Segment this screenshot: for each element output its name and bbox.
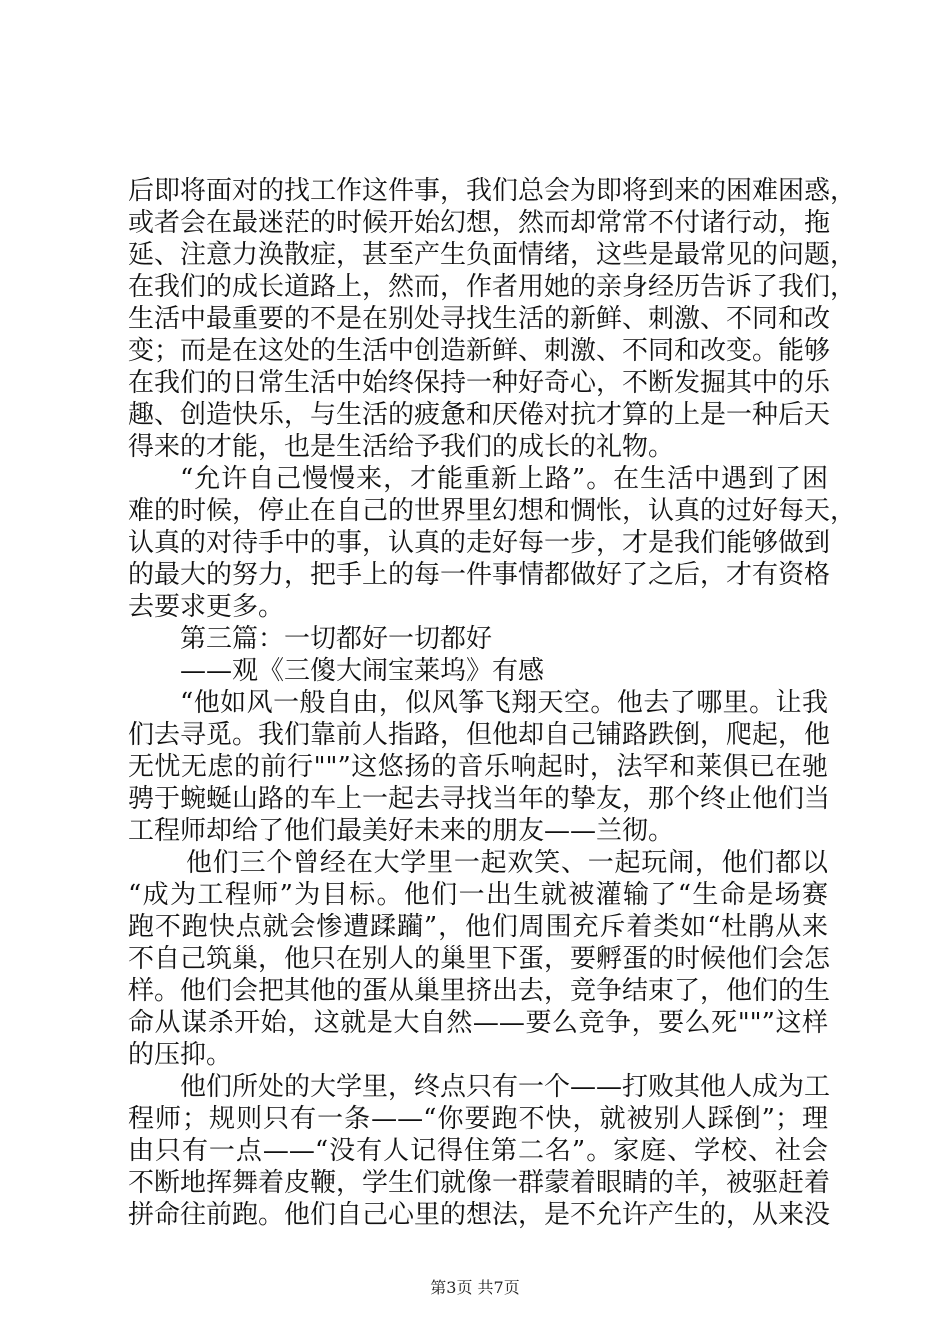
body-line: 认真的对待手中的事，认真的走好每一步，才是我们能够做到 (128, 528, 831, 558)
section-subtitle: ——观《三傻大闹宝莱坞》有感 (180, 656, 545, 686)
body-line: 在我们的成长道路上，然而，作者用她的亲身经历告诉了我们， (128, 272, 857, 302)
body-line: 生活中最重要的不是在别处寻找生活的新鲜、刺激、不同和改 (128, 304, 831, 334)
body-line: 无忧无虑的前行""”这悠扬的音乐响起时，法罕和莱俱已在驰 (128, 752, 828, 782)
body-line: 难的时候，停止在自己的世界里幻想和惆怅，认真的过好每天， (128, 496, 857, 526)
page-footer: 第3页 共7页 (430, 1278, 520, 1297)
body-line: 趣、创造快乐，与生活的疲惫和厌倦对抗才算的上是一种后天 (128, 400, 831, 430)
body-line: 后即将面对的找工作这件事，我们总会为即将到来的困难困惑， (128, 176, 857, 206)
body-line: 们去寻觅。我们靠前人指路，但他却自己铺路跌倒，爬起，他 (128, 720, 831, 750)
body-line: 去要求更多。 (128, 592, 285, 622)
body-line: 拼命往前跑。他们自己心里的想法，是不允许产生的，从来没 (128, 1200, 831, 1230)
body-line: “成为工程师”为目标。他们一出生就被灌输了“生命是场赛 (128, 880, 828, 910)
body-line: 的最大的努力，把手上的每一件事情都做好了之后，才有资格 (128, 560, 831, 590)
body-line: 由只有一点——“没有人记得住第二名”。家庭、学校、社会 (128, 1136, 828, 1166)
body-line: 在我们的日常生活中始终保持一种好奇心，不断发掘其中的乐 (128, 368, 831, 398)
paragraph-first-line: “允许自己慢慢来，才能重新上路”。在生活中遇到了困 (180, 464, 828, 494)
paragraph-first-line: 他们所处的大学里，终点只有一个——打败其他人成为工 (180, 1072, 831, 1102)
body-line: 或者会在最迷茫的时候开始幻想，然而却常常不付诸行动，拖 (128, 208, 831, 238)
body-line: 不断地挥舞着皮鞭，学生们就像一群蒙着眼睛的羊，被驱赶着 (128, 1168, 831, 1198)
body-line: 跑不跑快点就会惨遭蹂躏”，他们周围充斥着类如“杜鹃从来 (128, 912, 828, 942)
paragraph-first-line: “他如风一般自由，似风筝飞翔天空。他去了哪里。让我 (180, 688, 828, 718)
body-line: 骋于蜿蜒山路的车上一起去寻找当年的挚友，那个终止他们当 (128, 784, 831, 814)
body-line: 不自己筑巢，他只在别人的巢里下蛋，要孵蛋的时候他们会怎 (128, 944, 831, 974)
body-line: 命从谋杀开始，这就是大自然——要么竞争，要么死""”这样 (128, 1008, 828, 1038)
body-line: 程师；规则只有一条——“你要跑不快，就被别人踩倒”；理 (128, 1104, 828, 1134)
body-line: 工程师却给了他们最美好未来的朋友——兰彻。 (128, 816, 675, 846)
paragraph-first-line: 他们三个曾经在大学里一起欢笑、一起玩闹，他们都以 (186, 848, 828, 878)
body-line: 的压抑。 (128, 1040, 233, 1070)
body-line: 得来的才能，也是生活给予我们的成长的礼物。 (128, 432, 675, 462)
section-title: 第三篇：一切都好一切都好 (180, 624, 493, 654)
body-line: 延、注意力涣散症，甚至产生负面情绪，这些是最常见的问题， (128, 240, 857, 270)
body-line: 样。他们会把其他的蛋从巢里挤出去，竞争结束了，他们的生 (128, 976, 831, 1006)
body-line: 变；而是在这处的生活中创造新鲜、刺激、不同和改变。能够 (128, 336, 831, 366)
